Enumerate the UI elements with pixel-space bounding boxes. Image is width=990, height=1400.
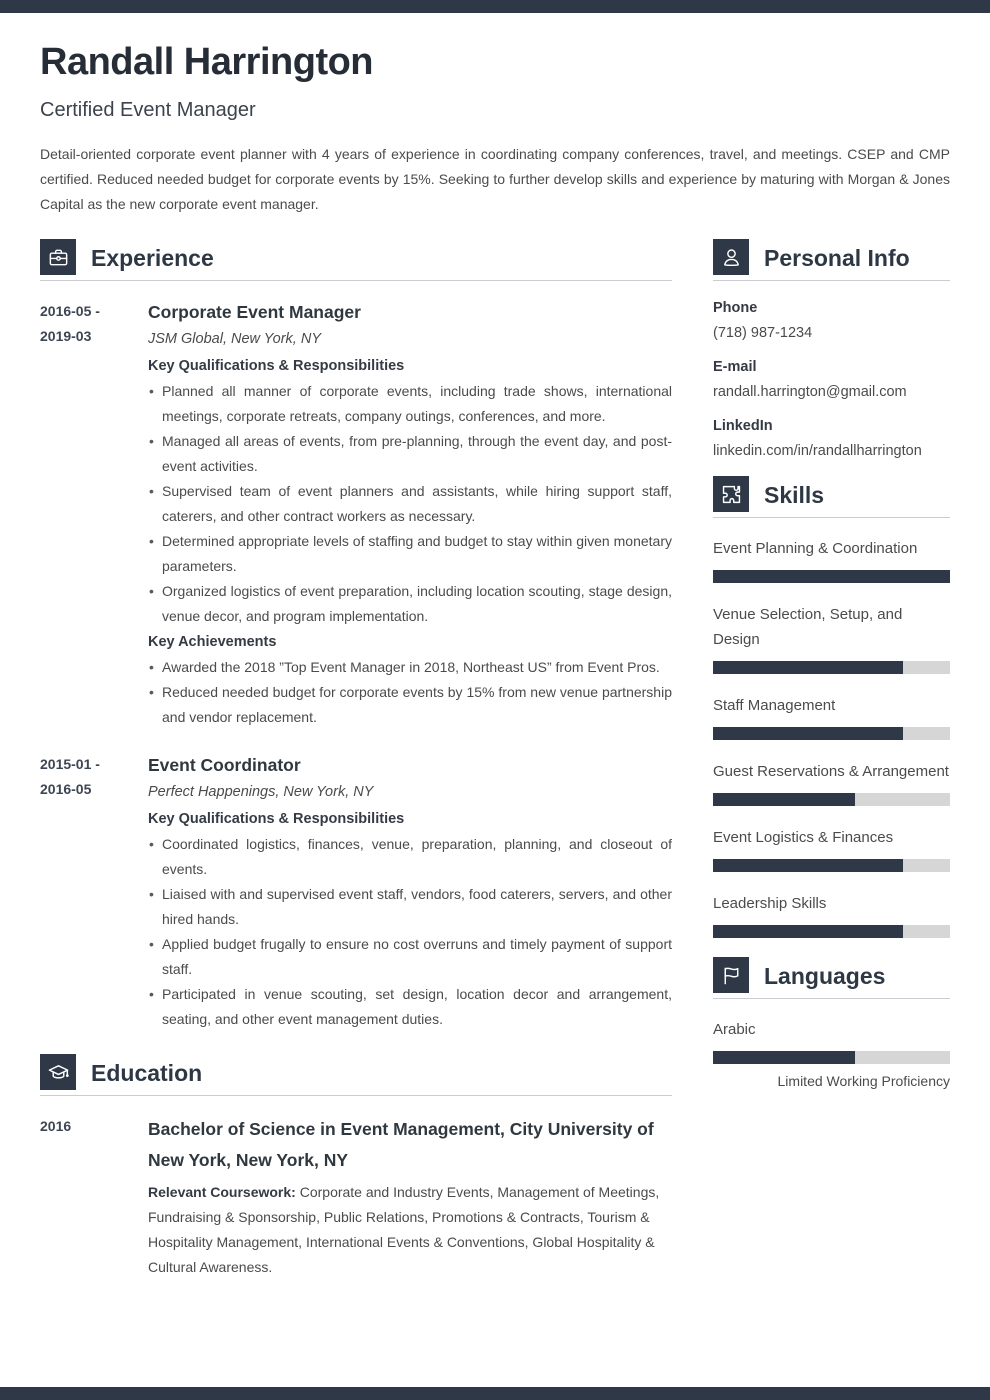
skill-label: Venue Selection, Setup, and Design — [713, 606, 903, 648]
education-heading: Education — [91, 1060, 203, 1086]
sidebar-column — [713, 239, 950, 1302]
person-icon — [713, 239, 749, 275]
coursework-text: Corporate and Industry Events, Management of Meetings, Fundraising & Sponsorship, Public Relations, Promotions & Contracts, Tourism & Hospitality Management, International Events & Conventions, Global Hospitality & Cultural Awareness. — [148, 1184, 660, 1275]
skill-bar — [713, 570, 950, 583]
skill-bar-fill — [713, 925, 903, 938]
briefcase-icon — [40, 239, 76, 275]
education-section-header — [40, 1054, 672, 1096]
job-company: JSM Global, New York, NY — [148, 331, 321, 347]
job-details — [148, 299, 672, 730]
skill-bar-fill — [713, 727, 903, 740]
languages-heading: Languages — [764, 963, 886, 989]
languages-body — [713, 999, 950, 1091]
skill-item — [713, 693, 950, 740]
qualifications-heading: Key Qualifications & Responsibilities — [148, 811, 405, 827]
personal-info-section — [713, 239, 950, 461]
flag-icon — [713, 957, 749, 993]
skill-bar — [713, 727, 950, 740]
coursework — [148, 1180, 672, 1280]
skill-bar — [713, 925, 950, 938]
skill-item — [713, 759, 950, 806]
person-name: Randall Harrington — [40, 41, 374, 83]
job-entry — [40, 299, 672, 730]
main-column — [40, 239, 672, 1302]
skill-label: Guest Reservations & Arrangement — [713, 763, 949, 780]
linkedin-value[interactable]: linkedin.com/in/randallharrington — [713, 443, 922, 459]
bullet-item: • Liaised with and supervised event staff, vendors, food caterers, servers, and other hired hands. — [148, 882, 672, 932]
skill-item — [713, 536, 950, 583]
skill-bar-fill — [713, 859, 903, 872]
qualifications-heading: Key Qualifications & Responsibilities — [148, 358, 405, 374]
bullet-item: • Organized logistics of event preparation, including location scouting, stage design, venue decor, and program implementation. — [148, 579, 672, 629]
linkedin-label: LinkedIn — [713, 418, 773, 434]
puzzle-icon — [713, 476, 749, 512]
top-accent-bar — [0, 0, 990, 13]
skill-label: Event Planning & Coordination — [713, 540, 918, 557]
job-dates — [40, 299, 148, 730]
skill-bar-fill — [713, 793, 855, 806]
bullet-item: • Coordinated logistics, finances, venue, preparation, planning, and closeout of events. — [148, 832, 672, 882]
phone-label: Phone — [713, 300, 758, 316]
achievements-heading: Key Achievements — [148, 634, 277, 650]
education-body — [40, 1096, 672, 1280]
qualifications-list — [148, 832, 672, 1032]
education-year: 2016 — [40, 1118, 72, 1134]
language-bar-fill — [713, 1051, 855, 1064]
professional-summary: Detail-oriented corporate event planner with 4 years of experience in coordinating company conferences, travel, and meetings. CSEP and CMP certified. Reduced needed budget for corporate events by 15%. Seeking to further develop skills and experience by maturing with Morgan & Jones Capital as the new corporate event manager. — [40, 146, 950, 212]
education-entry — [40, 1114, 672, 1280]
job-date-end: 2019-03 — [40, 328, 92, 344]
skills-body — [713, 518, 950, 938]
skill-label: Event Logistics & Finances — [713, 829, 894, 846]
skill-bar-fill — [713, 661, 903, 674]
bullet-item: • Awarded the 2018 ”Top Event Manager in 2018, Northeast US” from Event Pros. — [148, 655, 672, 680]
email-label: E-mail — [713, 359, 757, 375]
job-dates — [40, 752, 148, 1032]
job-company: Perfect Happenings, New York, NY — [148, 784, 374, 800]
experience-heading: Experience — [91, 245, 214, 271]
job-title: Event Coordinator — [148, 755, 301, 775]
skill-bar — [713, 793, 950, 806]
personal-info-section-header — [713, 239, 950, 281]
bullet-item: • Reduced needed budget for corporate events by 15% from new venue partnership and vendor replacement. — [148, 680, 672, 730]
bullet-item: • Managed all areas of events, from pre-planning, through the event day, and post-event activities. — [148, 429, 672, 479]
bullet-item: • Supervised team of event planners and assistants, while hiring support staff, caterers, and other contract workers as necessary. — [148, 479, 672, 529]
graduation-cap-icon — [40, 1054, 76, 1090]
languages-section-header — [713, 957, 950, 999]
bullet-item: • Participated in venue scouting, set design, location decor and arrangement, seating, and other event management duties. — [148, 982, 672, 1032]
bullet-item: • Determined appropriate levels of staffing and budget to stay within given monetary parameters. — [148, 529, 672, 579]
personal-info-heading: Personal Info — [764, 245, 910, 271]
resume-columns — [0, 239, 990, 1302]
experience-section — [40, 239, 672, 1032]
languages-section — [713, 957, 950, 1091]
bottom-accent-bar — [0, 1387, 990, 1400]
skill-bar — [713, 661, 950, 674]
achievements-list — [148, 655, 672, 730]
skill-bar — [713, 859, 950, 872]
language-item — [713, 1017, 950, 1091]
experience-section-header — [40, 239, 672, 281]
language-proficiency: Limited Working Proficiency — [777, 1073, 950, 1089]
skill-item — [713, 825, 950, 872]
skills-section-header — [713, 476, 950, 518]
experience-body — [40, 281, 672, 1032]
job-title: Corporate Event Manager — [148, 302, 361, 322]
person-job-title: Certified Event Manager — [40, 99, 256, 121]
job-date-end: 2016-05 — [40, 781, 92, 797]
skills-heading: Skills — [764, 482, 825, 508]
email-value[interactable]: randall.harrington@gmail.com — [713, 384, 907, 400]
degree-title: Bachelor of Science in Event Management, City University of New York, New York, NY — [148, 1119, 654, 1170]
bullet-item: • Applied budget frugally to ensure no cost overruns and timely payment of support staff. — [148, 932, 672, 982]
skill-item — [713, 602, 950, 674]
skill-label: Staff Management — [713, 697, 836, 714]
resume-header — [0, 0, 990, 217]
education-section — [40, 1054, 672, 1280]
coursework-label: Relevant Coursework: — [148, 1184, 296, 1200]
education-details — [148, 1114, 672, 1280]
language-label: Arabic — [713, 1021, 756, 1038]
job-date-start: 2016-05 - — [40, 303, 100, 319]
skill-item — [713, 891, 950, 938]
qualifications-list — [148, 379, 672, 629]
job-entry — [40, 752, 672, 1032]
skill-label: Leadership Skills — [713, 895, 827, 912]
phone-value: (718) 987-1234 — [713, 325, 813, 341]
skills-section — [713, 476, 950, 938]
personal-info-body — [713, 281, 950, 461]
job-details — [148, 752, 672, 1032]
job-date-start: 2015-01 - — [40, 756, 100, 772]
skill-bar-fill — [713, 570, 950, 583]
language-bar — [713, 1051, 950, 1064]
bullet-item: • Planned all manner of corporate events, including trade shows, international meetings, corporate retreats, company outings, conferences, and more. — [148, 379, 672, 429]
